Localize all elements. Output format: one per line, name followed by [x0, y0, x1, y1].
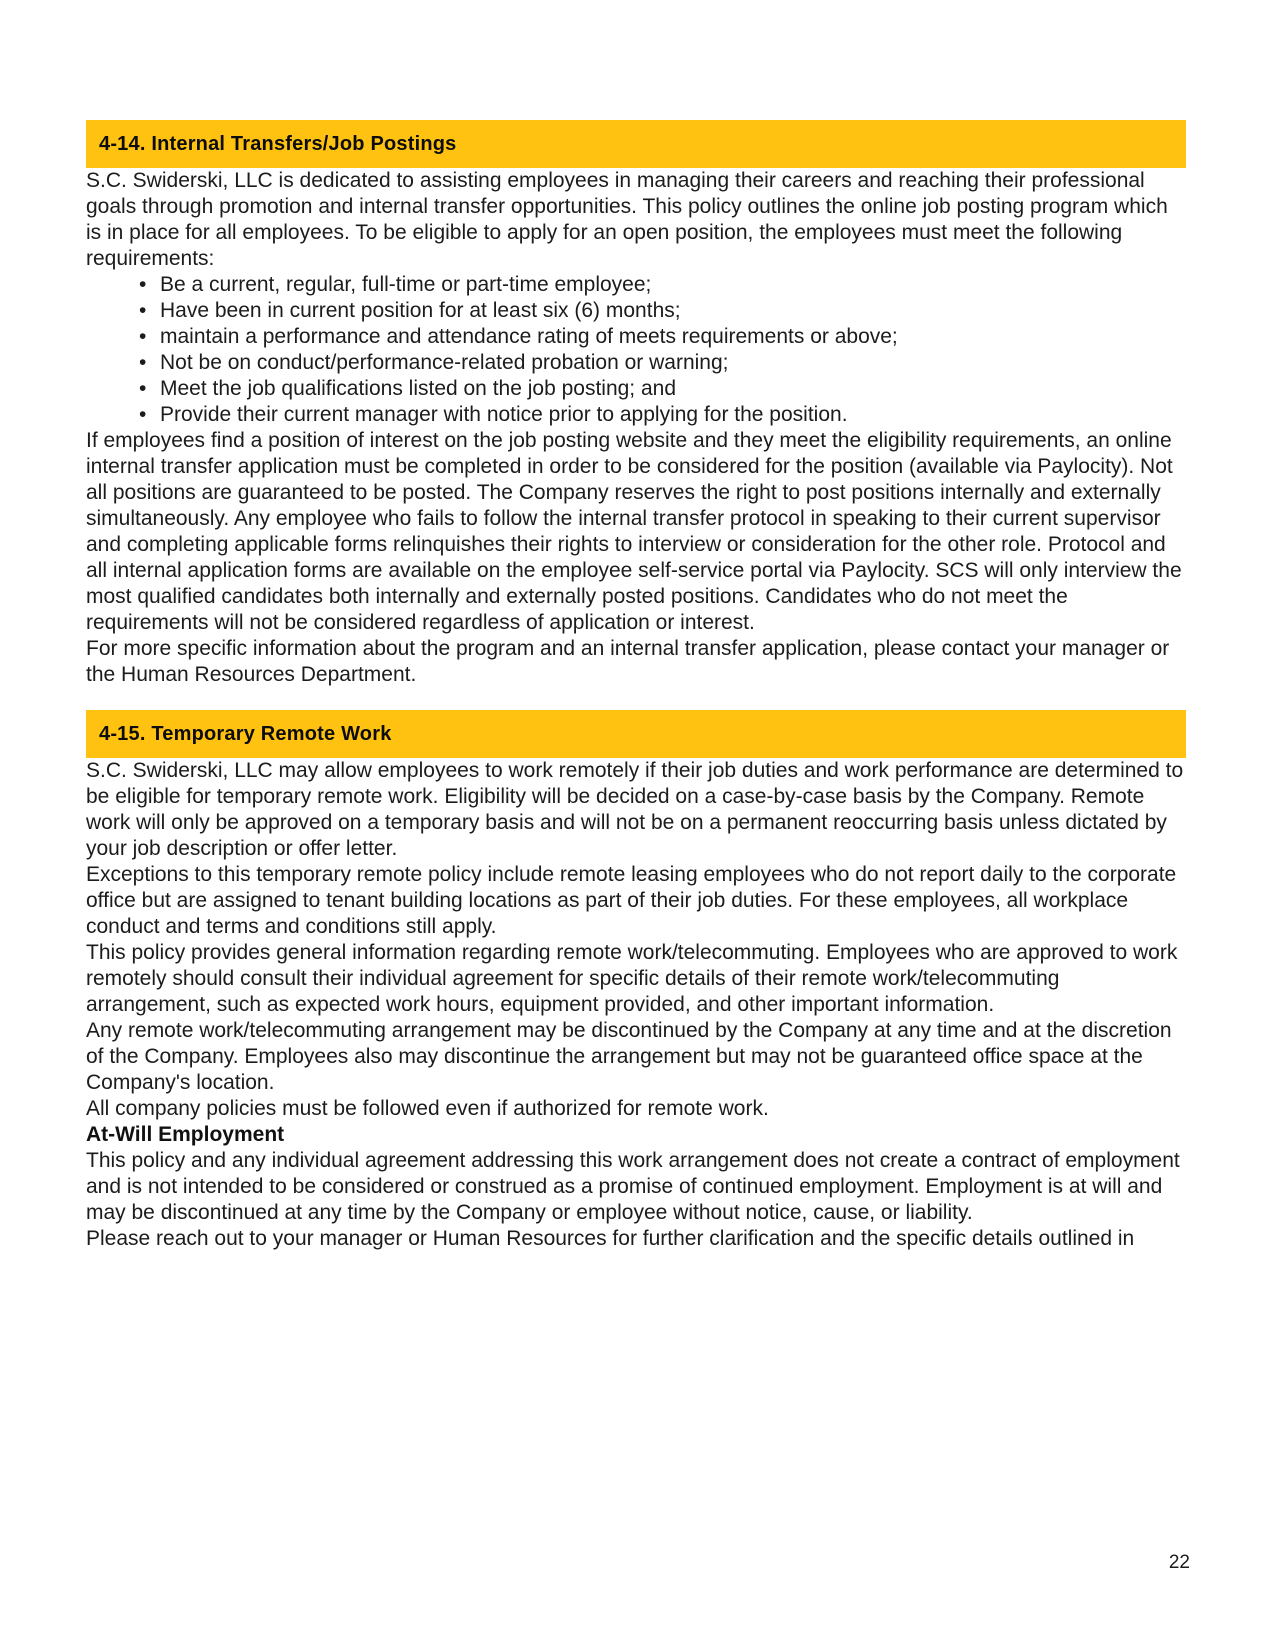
- body-paragraph: S.C. Swiderski, LLC is dedicated to assisting employees in managing their careers and reaching their professional goals through promotion and internal transfer opportunities. This policy outlines the online job posting program which is in place for all employees. To be eligible to apply for an open position, the employees must meet the following requirements:: [86, 169, 1168, 270]
- body-paragraph: Any remote work/telecommuting arrangement may be discontinued by the Company at any time and at the discretion of the Company. Employees also may discontinue the arrangement but may not be guaranteed office space at the Company's location.: [86, 1019, 1172, 1094]
- bullet-item: • Be a current, regular, full-time or part-time employee;: [160, 272, 1186, 298]
- body-paragraph: Please reach out to your manager or Human Resources for further clarification and the specific details outlined in: [86, 1227, 1135, 1250]
- section-header-bar-4-14: [86, 120, 1186, 168]
- requirements-bullet-list: [86, 272, 1186, 428]
- body-paragraph: S.C. Swiderski, LLC may allow employees to work remotely if their job duties and work performance are determined to be eligible for temporary remote work. Eligibility will be decided on a case-by-case basis by the Company. Remote work will only be approved on a temporary basis and will not be on a permanent reoccurring basis unless dictated by your job description or offer letter.: [86, 759, 1184, 860]
- body-paragraph: This policy provides general information regarding remote work/telecommuting. Employees who are approved to work remotely should consult their individual agreement for specific details of their remote work/telecommuting arrangement, such as expected work hours, equipment provided, and other important information.: [86, 941, 1178, 1016]
- subsection-heading: At-Will Employment: [86, 1123, 285, 1146]
- bullet-item: • Meet the job qualifications listed on the job posting; and: [160, 376, 1186, 402]
- bullet-item: • Have been in current position for at least six (6) months;: [160, 298, 1186, 324]
- section-header-bar-4-15: [86, 710, 1186, 758]
- body-paragraph: All company policies must be followed even if authorized for remote work.: [86, 1097, 769, 1120]
- body-paragraph: Exceptions to this temporary remote policy include remote leasing employees who do not report daily to the corporate office but are assigned to tenant building locations as part of their job duties. For these employees, all workplace conduct and terms and conditions still apply.: [86, 863, 1177, 938]
- page-content: [86, 120, 1186, 1252]
- bullet-item: • Provide their current manager with notice prior to applying for the position.: [160, 402, 1186, 428]
- page-number: 22: [1168, 1552, 1190, 1573]
- body-paragraph: If employees find a position of interest on the job posting website and they meet the eligibility requirements, an online internal transfer application must be completed in order to be considered for the position (available via Paylocity). Not all positions are guaranteed to be posted. The Company reserves the right to post positions internally and externally simultaneously. Any employee who fails to follow the internal transfer protocol in speaking to their current supervisor and completing applicable forms relinquishes their rights to interview or consideration for the other role. Protocol and all internal application forms are available on the employee self-service portal via Paylocity. SCS will only interview the most qualified candidates both internally and externally posted positions. Candidates who do not meet the requirements will not be considered regardless of application or interest.: [86, 429, 1182, 634]
- section-title: 4-15. Temporary Remote Work: [99, 722, 392, 745]
- bullet-item: • Not be on conduct/performance-related probation or warning;: [160, 350, 1186, 376]
- body-paragraph: This policy and any individual agreement addressing this work arrangement does not create a contract of employment and is not intended to be considered or construed as a promise of continued employment. Employment is at will and may be discontinued at any time by the Company or employee without notice, cause, or liability.: [86, 1149, 1180, 1224]
- section-title: 4-14. Internal Transfers/Job Postings: [99, 132, 457, 155]
- bullet-item: • maintain a performance and attendance rating of meets requirements or above;: [160, 324, 1186, 350]
- body-paragraph: For more specific information about the program and an internal transfer application, please contact your manager or the Human Resources Department.: [86, 637, 1170, 686]
